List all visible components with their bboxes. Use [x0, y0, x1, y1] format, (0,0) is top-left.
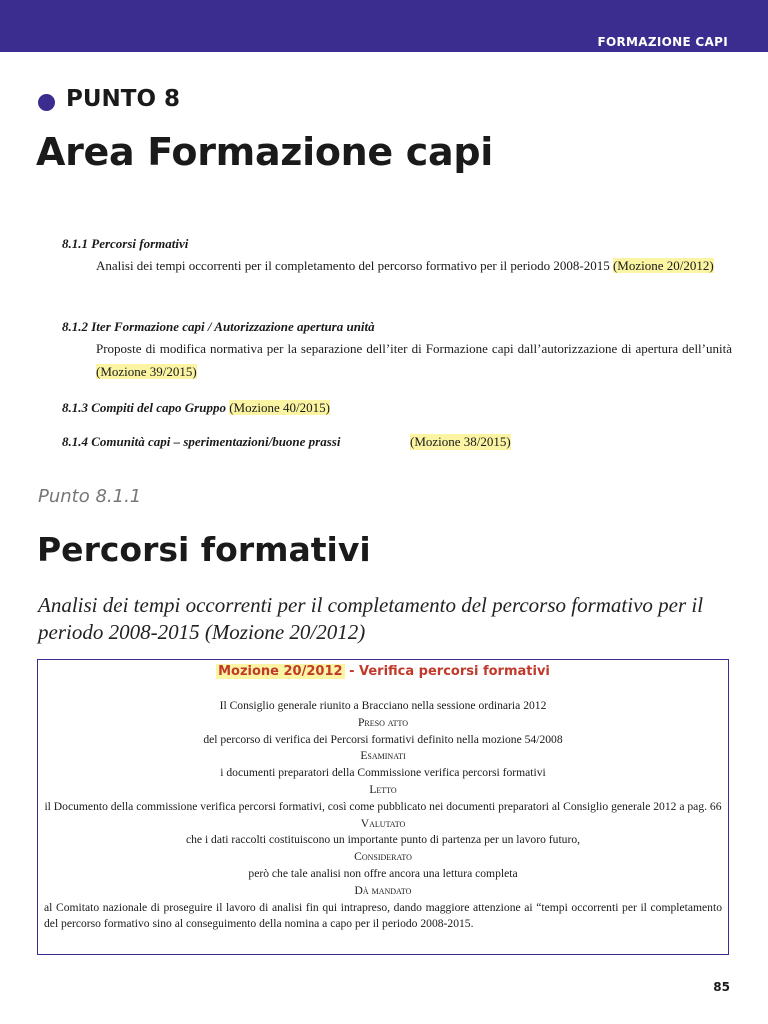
mozione-title: - Verifica percorsi formativi — [344, 664, 550, 679]
toc-description — [96, 254, 732, 277]
toc-heading: 8.1.2 Iter Formazione capi / Autorizzazione apertura unità — [62, 319, 375, 334]
toc-item-8-1-1 — [62, 236, 732, 277]
header-bar — [0, 0, 768, 52]
section-title: Percorsi formativi — [37, 530, 371, 569]
mozione-line: al Comitato nazionale di proseguire il lavoro di analisi fin qui intrapreso, dando maggiore attenzione ai “tempi occorrenti per il completamento del percorso formativo sino al conseguimento della nomina a capo per il periodo 2008-2015. — [44, 900, 722, 931]
mozione-line: che i dati raccolti costituiscono un importante punto di partenza per un lavoro futuro, — [185, 833, 581, 847]
mozione-reference: (Mozione 38/2015) — [410, 434, 511, 449]
toc-description — [96, 337, 732, 383]
page-title: Area Formazione capi — [36, 130, 493, 174]
mozione-keyword: Preso atto — [357, 715, 409, 729]
mozione-line: del percorso di verifica dei Percorsi formativi definito nella mozione 54/2008 — [203, 732, 563, 746]
section-subtitle: Analisi dei tempi occorrenti per il completamento del percorso formativo per il periodo 2008-2015 (Mozione 20/2012) — [38, 593, 704, 644]
mozione-number: Mozione 20/2012 — [218, 664, 343, 679]
mozione-keyword: Dà mandato — [354, 883, 412, 897]
toc-description-text: Analisi dei tempi occorrenti per il completamento del percorso formativo per il periodo 2008-2015 — [96, 258, 610, 273]
toc-heading: 8.1.4 Comunità capi – sperimentazioni/buone prassi — [62, 434, 341, 449]
toc-item-8-1-2 — [62, 319, 732, 383]
toc-heading: 8.1.3 Compiti del capo Gruppo — [62, 400, 226, 415]
mozione-reference: (Mozione 40/2015) — [229, 400, 330, 415]
section-punto-label: Punto 8.1.1 — [38, 486, 142, 507]
mozione-keyword: Esaminati — [360, 749, 406, 763]
punto-label: PUNTO 8 — [66, 86, 181, 112]
header-title: FORMAZIONE CAPI — [597, 35, 728, 49]
toc-heading: 8.1.1 Percorsi formativi — [62, 236, 189, 251]
mozione-keyword: Valutato — [360, 816, 406, 830]
mozione-keyword: Considerato — [354, 850, 412, 864]
mozione-line: però che tale analisi non offre ancora una lettura completa — [248, 866, 518, 880]
page-number: 85 — [713, 980, 730, 994]
mozione-box-title — [38, 664, 728, 679]
mozione-text — [44, 698, 722, 933]
mozione-line: i documenti preparatori della Commissione verifica percorsi formativi — [220, 766, 546, 780]
mozione-box — [37, 659, 729, 955]
mozione-line: Il Consiglio generale riunito a Bracciano nella sessione ordinaria 2012 — [219, 699, 547, 712]
mozione-line: il Documento della commissione verifica percorsi formativi, così come pubblicato nei documenti preparatori al Consiglio generale 2012 a pag. 66 — [44, 799, 722, 813]
mozione-keyword: Letto — [369, 782, 397, 796]
mozione-reference: (Mozione 20/2012) — [612, 258, 714, 273]
bullet-icon — [38, 94, 55, 111]
toc-description-text: Proposte di modifica normativa per la separazione dell’iter di Formazione capi dall’autorizzazione di apertura dell’unità — [96, 341, 732, 356]
mozione-reference: (Mozione 39/2015) — [96, 364, 197, 379]
toc-item-8-1-3 — [62, 400, 732, 416]
toc-item-8-1-4 — [62, 434, 732, 450]
